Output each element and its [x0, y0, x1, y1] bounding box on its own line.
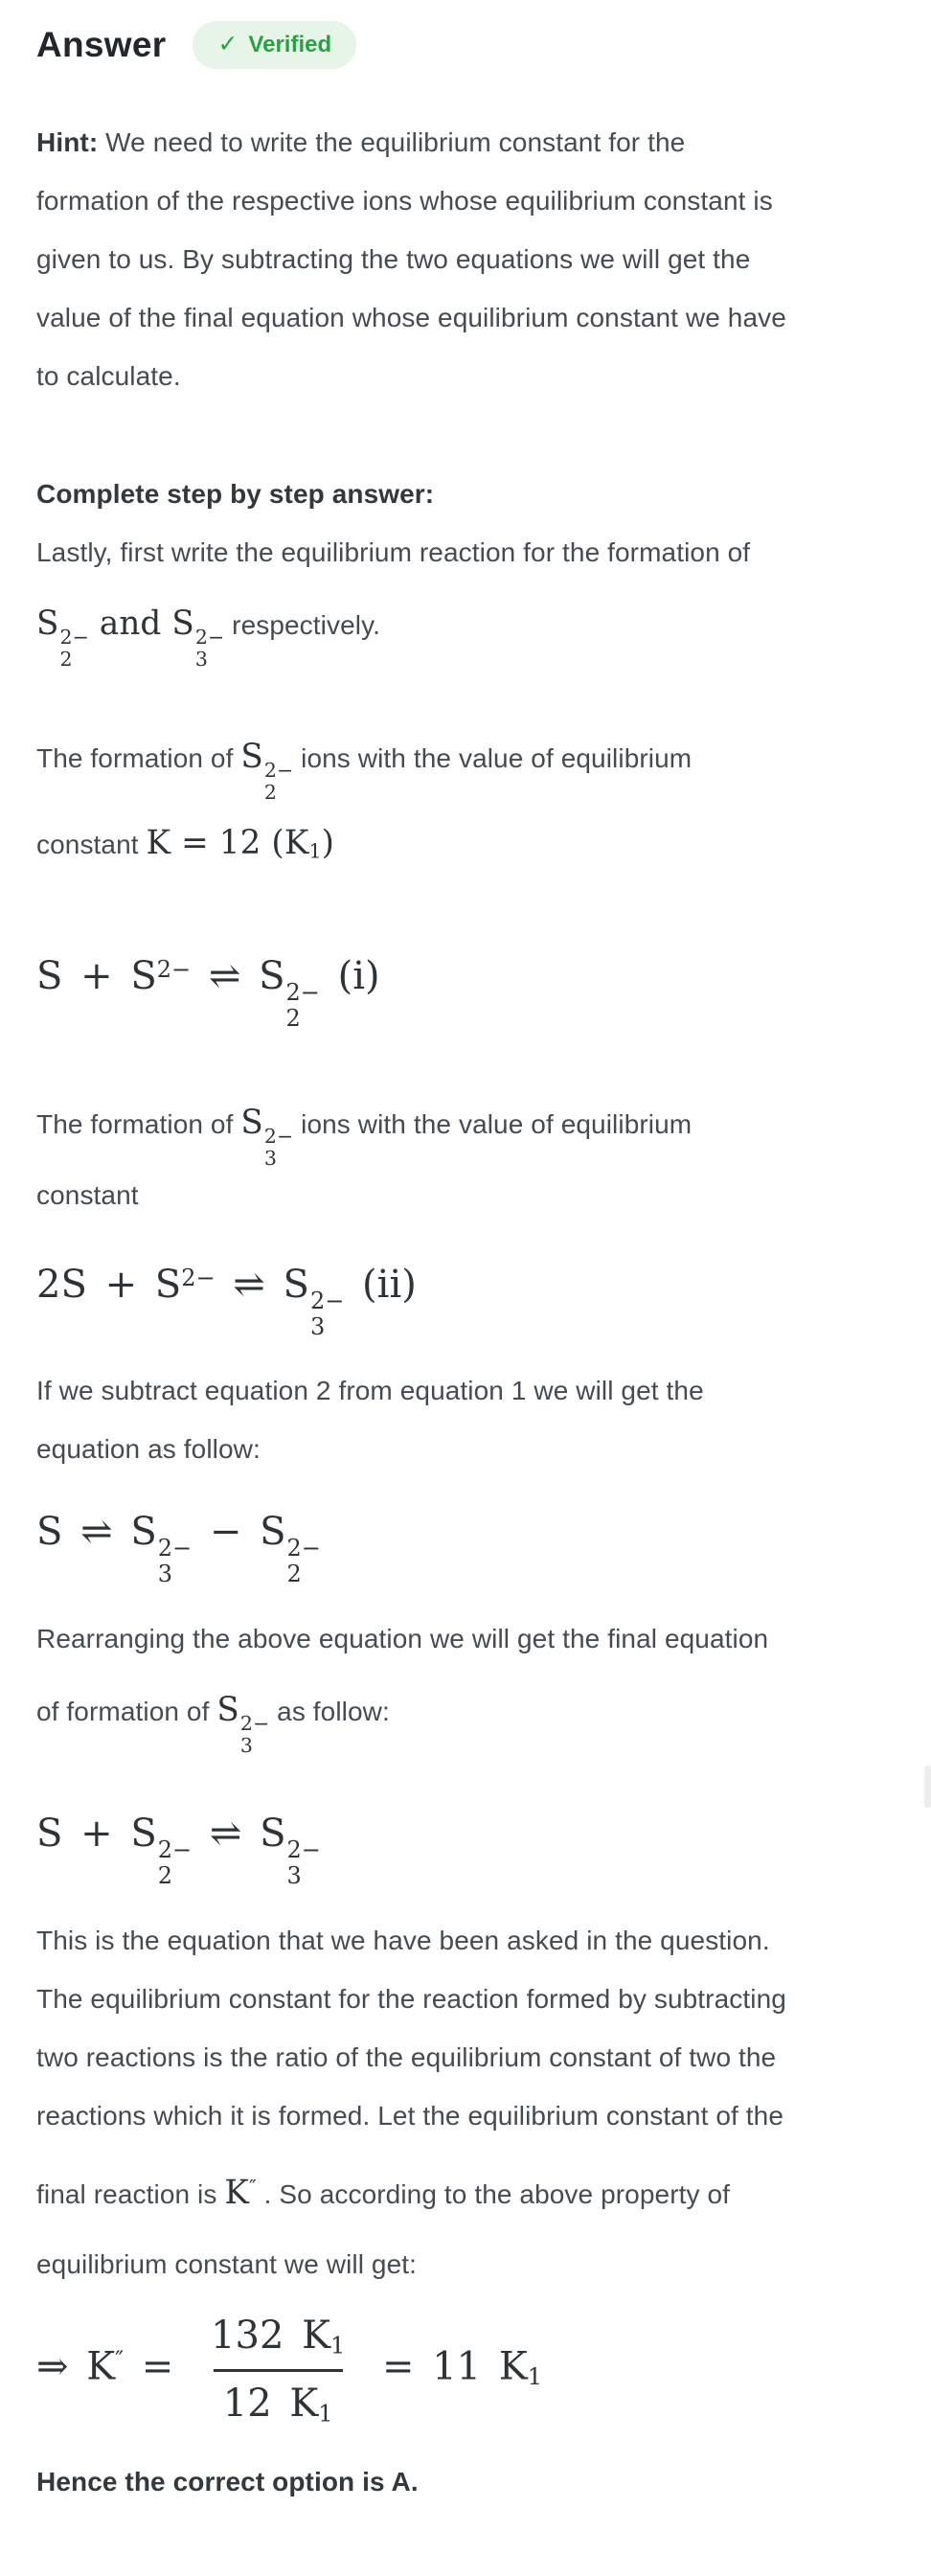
- math-subscript: 1: [330, 2332, 346, 2359]
- equation-final: S + S 2− 2 ⇌ S 2− 3: [36, 1812, 321, 1889]
- inline-math: S 2− 3: [216, 1690, 270, 1757]
- math-subscript: 1: [308, 839, 322, 862]
- hint-paragraph: Hint: We need to write the equilibrium constant for the formation of the respective ions whose equilibrium constant is given to us. By subtracting the two equations we will get the value of the final equation whose equilibrium constant we have to calculate.: [36, 127, 786, 391]
- property-paragraph: The equilibrium constant for the reaction formed by subtracting two reactions is the ratio of the equilibrium constant of two the reactions which it is formed. Let the equilibrium constant of the final reaction is K″ . So according to the above property of equilibrium constant we will get:: [36, 1984, 786, 2280]
- subtract-paragraph: If we subtract equation 2 from equation 1 we will get the equation as follow:: [36, 1375, 704, 1464]
- math-supsub: 2− 3: [286, 1836, 321, 1889]
- math-supsub: 2− 3: [309, 1288, 345, 1341]
- math-supsub: 2− 2: [157, 1836, 193, 1889]
- math-supsub: 2− 2: [59, 626, 89, 672]
- math-fraction: $\frac{132 K1}{12 K1}$: [211, 2314, 346, 2427]
- math-superscript: 2−: [156, 956, 192, 983]
- step-answer-paragraph: Complete step by step answer: Lastly, first write the equilibrium reaction for the formation of S 2− 2 and S 2− 3 respectively.: [36, 465, 793, 667]
- asked-paragraph: This is the equation that we have been asked in the question.: [36, 1926, 770, 1956]
- formation-s2-paragraph: The formation of S 2− 2 ions with the value of equilibrium constant K = 12 (K1): [36, 738, 693, 862]
- answer-content: [36, 113, 895, 2511]
- equation-i: $S + S^{2-}$ ⇌ S 2− 2 (i): [36, 954, 380, 1032]
- math-supsub: 2− 3: [263, 1125, 294, 1171]
- formation-s3-paragraph: The formation of S 2− 3 ions with the value of equilibrium constant: [36, 1104, 693, 1211]
- check-icon: ✓: [217, 31, 238, 57]
- equation-k-final: ⇒ K″ = $\frac{132 K1}{12 K1}$ = 11 K1: [36, 2314, 543, 2427]
- math-superscript: ″: [115, 2347, 125, 2375]
- math-superscript: 2−: [181, 1265, 216, 1292]
- rearrange-paragraph: Rearranging the above equation we will get the final equation of formation of S 2− 3 as follow:: [36, 1623, 769, 1757]
- math-subscript: 1: [527, 2363, 543, 2391]
- inline-math: K = 12 (K1): [146, 823, 335, 862]
- inline-math: S 2− 2: [240, 738, 294, 805]
- conclusion-paragraph: [36, 2452, 793, 2511]
- inline-math: K″: [224, 2174, 257, 2213]
- math-subscript: 1: [318, 2399, 333, 2427]
- bold-text: Hence the correct option is A.: [36, 2466, 419, 2496]
- answer-heading: Answer: [36, 25, 167, 64]
- inline-math: S 2− 2 and S 2− 3: [36, 604, 225, 672]
- math-supsub: 2− 3: [239, 1712, 270, 1757]
- math-supsub: 2− 3: [157, 1534, 193, 1587]
- bold-text: Hint:: [36, 127, 106, 157]
- math-supsub: 2− 3: [194, 626, 225, 672]
- math-supsub: 2− 2: [286, 1534, 321, 1587]
- bold-text: Complete step by step answer:: [36, 479, 435, 509]
- math-superscript: ″: [248, 2176, 257, 2200]
- math-supsub: 2− 2: [285, 979, 320, 1032]
- verified-label: Verified: [248, 31, 332, 57]
- equation-subtraction: S ⇌ S 2− 3 − S 2− 2: [36, 1509, 321, 1587]
- scrollbar-thumb[interactable]: [924, 1766, 931, 1808]
- answer-header: [36, 21, 895, 69]
- inline-math: S 2− 3: [240, 1104, 294, 1171]
- verified-badge: [193, 21, 356, 69]
- math-supsub: 2− 2: [263, 759, 294, 805]
- equation-ii: $2S + S^{2-}$ ⇌ S 2− 3 (ii): [36, 1263, 417, 1341]
